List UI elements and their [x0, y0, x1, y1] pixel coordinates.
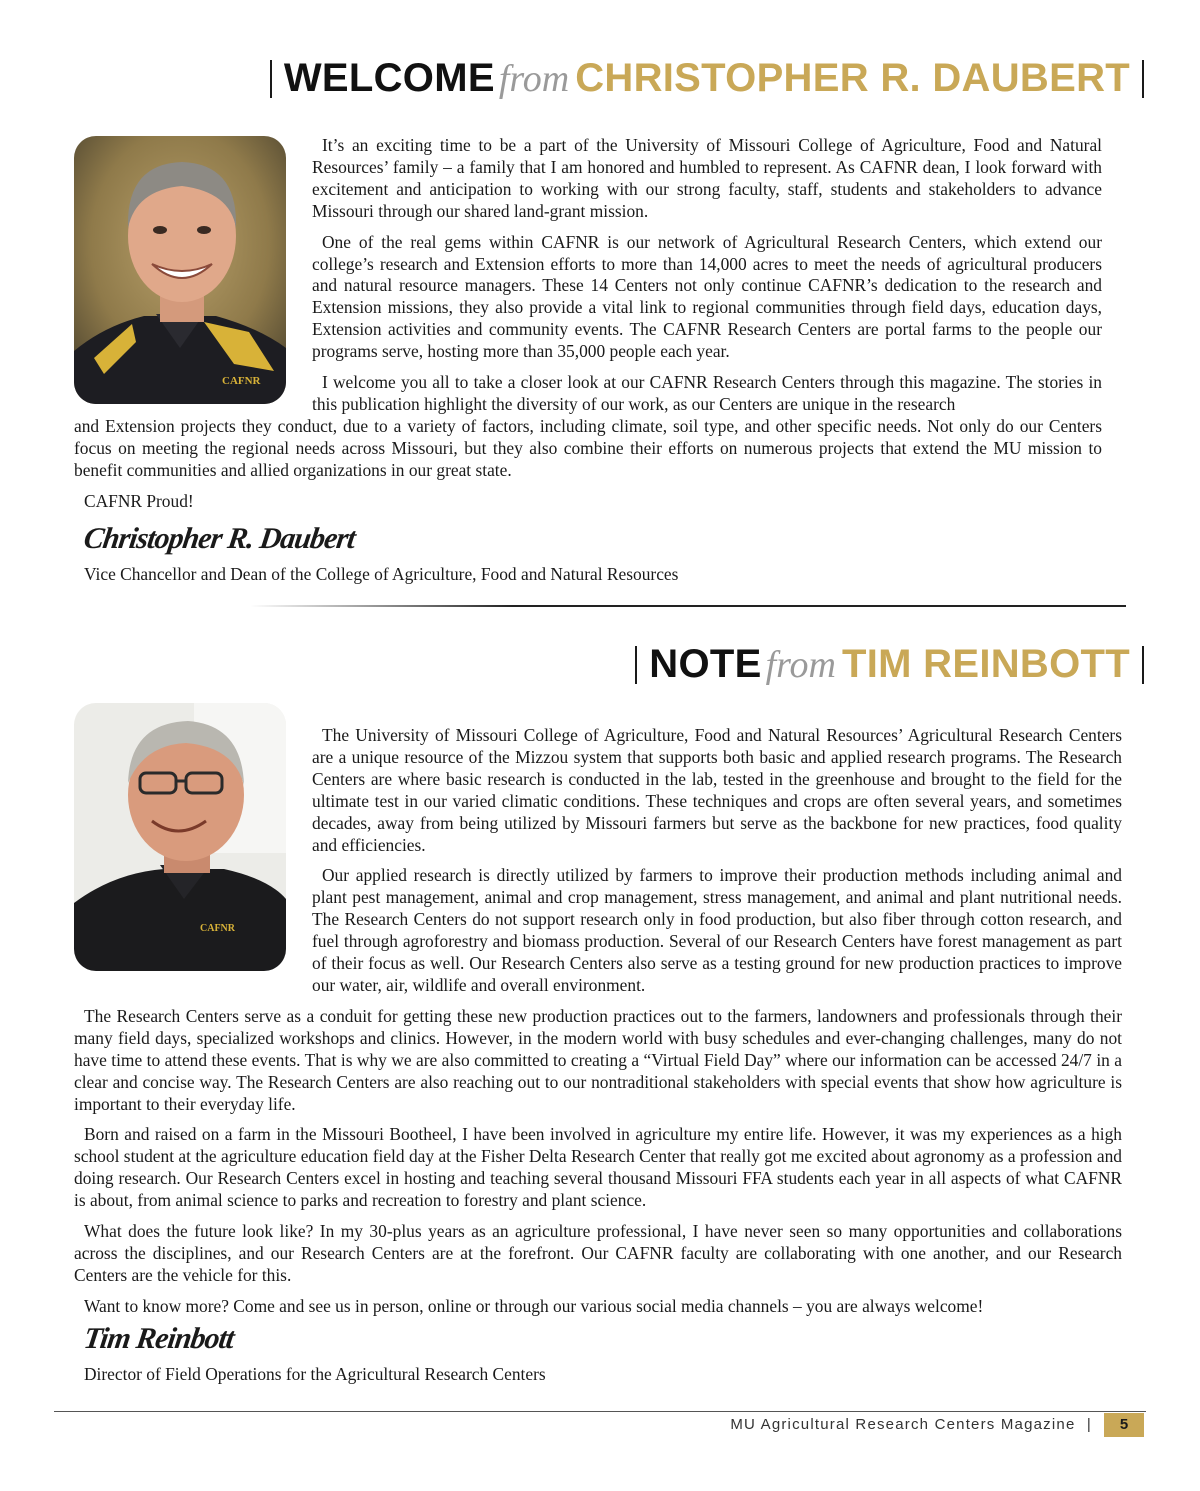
- welcome-heading-word: WELCOME: [283, 56, 495, 100]
- welcome-paragraph-continued: and Extension projects they conduct, due to a variety of factors, including climate, soil type, and other specific needs. Not only do our Centers focus on meeting the regional needs across Missouri, but they also combine their efforts on numerous projects that extend the MU mission to benefit communities and allied organizations in our great state.: [74, 415, 1102, 480]
- welcome-heading-name: CHRISTOPHER R. DAUBERT: [575, 56, 1130, 100]
- note-paragraph: The University of Missouri College of Agriculture, Food and Natural Resources’ Agricultural Research Centers are a unique resource of the Mizzou system that supports both basic and applied research programs. The Research Centers are where basic research is conducted in the lab, tested in the greenhouse and brought to the field for the ultimate test in our varied climatic conditions. These techniques and crops are often several years, and sometimes decades, away from being utilized by Missouri farmers but serve as the backbone for new practices, food quality and efficiencies.: [312, 725, 1122, 855]
- note-paragraph: Want to know more? Come and see us in person, online or through our various social media channels – you are always welcome!: [84, 1295, 984, 1316]
- note-heading-word: NOTE: [649, 642, 762, 686]
- daubert-shirt-logo: CAFNR: [222, 375, 261, 387]
- reinbott-shirt-logo: CAFNR: [200, 923, 235, 934]
- note-paragraph: Our applied research is directly utilized by farmers to improve their production methods including animal and plant pest management, animal and crop management, stress management, and animal and plant nutritional needs. The Research Centers do not support research only in food production, but also fiber through cotton research, and fuel through agroforestry and biomass production. Several of our Research Centers have forest management as part of their focus as well. Our Research Centers also serve as a testing ground for new production practices to improve our water, air, wildlife and overall environment.: [312, 865, 1122, 995]
- footer-publication-name: MU Agricultural Research Centers Magazine: [730, 1416, 1076, 1433]
- heading-right-bar: [1142, 646, 1144, 684]
- welcome-paragraph: I welcome you all to take a closer look at our CAFNR Research Centers through this magazine. The stories in this publication highlight the diversity of our work, as our Centers are unique in the research: [312, 372, 1102, 414]
- page-number: 5: [1104, 1413, 1144, 1437]
- note-body: [74, 725, 1122, 1318]
- note-heading-name: TIM REINBOTT: [841, 642, 1130, 686]
- welcome-paragraph: It’s an exciting time to be a part of the University of Missouri College of Agriculture, Food and Natural Resources’ family – a family that I am honored and humbled to represent. As CAFNR dean, I look forward with excitement and anticipation to working with our strong faculty, staff, students and stakeholders to advance Missouri through our shared land-grant mission.: [312, 135, 1102, 221]
- note-paragraph: What does the future look like? In my 30-plus years as an agriculture professional, I have never seen so many opportunities and collaborations across the disciplines, and our Research Centers are at the forefront. Our CAFNR faculty are collaborating with one another, and our Research Centers are the vehicle for this.: [74, 1221, 1122, 1285]
- welcome-heading-from: from: [498, 57, 570, 100]
- daubert-signature: Christopher R. Daubert: [81, 522, 357, 555]
- welcome-paragraph: One of the real gems within CAFNR is our network of Agricultural Research Centers, which extend our college’s research and Extension efforts to more than 14,000 acres to meet the needs of agricultural producers and natural resource managers. These 14 Centers not only continue CAFNR’s dedication to the research and Extension missions, they also provide a vital link to regional communities through field days, education days, Extension activities and community events. The CAFNR Research Centers are portal farms to the people our programs serve, hosting more than 35,000 people each year.: [312, 231, 1102, 362]
- heading-left-bar: [635, 646, 637, 684]
- welcome-body: [74, 135, 1102, 513]
- welcome-heading: [270, 56, 1144, 101]
- footer-publication: [730, 1416, 1092, 1433]
- section-divider: [250, 605, 1126, 607]
- footer-separator: |: [1086, 1416, 1092, 1433]
- note-paragraph: The Research Centers serve as a conduit for getting these new production practices out to the farmers, landowners and professionals through their many field days, specialized workshops and clinics. However, in the modern world with busy schedules and ever-changing challenges, many do not have time to attend these events. That is why we are also committed to creating a “Virtual Field Day” where our information can be accessed 24/7 in a clear and concise way. The Research Centers are also reaching out to our nontraditional stakeholders with special events that show how agriculture is important to their everyday life.: [74, 1005, 1122, 1114]
- note-heading: [635, 642, 1144, 687]
- daubert-title: Vice Chancellor and Dean of the College of Agriculture, Food and Natural Resources: [84, 564, 679, 584]
- reinbott-title: Director of Field Operations for the Agricultural Research Centers: [84, 1364, 546, 1384]
- note-heading-from: from: [765, 643, 836, 686]
- heading-left-bar: [270, 60, 272, 98]
- welcome-closing: CAFNR Proud!: [84, 490, 194, 511]
- heading-right-bar: [1142, 60, 1144, 98]
- footer-rule: [54, 1411, 1146, 1412]
- note-paragraph: Born and raised on a farm in the Missouri Bootheel, I have been involved in agriculture my entire life. However, it was my experiences as a high school student at the agriculture education field day at the Fisher Delta Research Center that really got me excited about agronomy as a profession and doing research. Our Research Centers excel in hosting and teaching several thousand Missouri FFA students each year in all aspects of what CAFNR is about, from animal science to parks and recreation to forestry and plant science.: [74, 1124, 1122, 1211]
- reinbott-signature: Tim Reinbott: [81, 1322, 236, 1355]
